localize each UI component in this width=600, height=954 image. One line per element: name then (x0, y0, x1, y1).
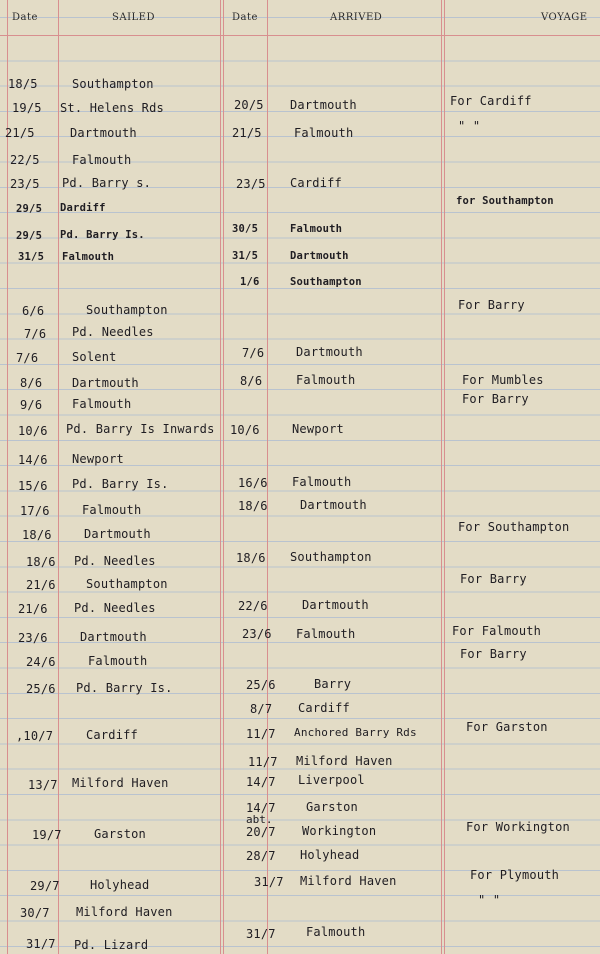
sailed-date: 19/5 (12, 101, 42, 115)
column-rule-arrived-place-2 (444, 0, 445, 954)
header-sailed: SAILED (112, 12, 155, 23)
header-date-sailed: Date (12, 12, 38, 23)
arrived-place: Anchored Barry Rds (294, 726, 417, 739)
sailed-place: Falmouth (82, 503, 142, 517)
arrived-place: Workington (302, 824, 377, 838)
sailed-date: 6/6 (22, 304, 45, 318)
voyage-note: For Barry (460, 647, 527, 661)
arrived-date: 23/5 (236, 177, 266, 191)
arrived-place: Garston (306, 800, 358, 814)
arrived-place: Barry (314, 677, 352, 691)
arrived-place: Dartmouth (302, 598, 369, 612)
arrived-date: 11/7 (246, 727, 276, 741)
column-rule-sailed-place (220, 0, 221, 954)
sailed-place: Falmouth (88, 654, 148, 668)
sailed-place: Pd. Barry Is Inwards (66, 422, 215, 436)
header-date-arrived: Date (232, 12, 258, 23)
arrived-date: 14/7 (246, 801, 276, 815)
sailed-place: Garston (94, 827, 146, 841)
sailed-date: 29/5 (16, 230, 43, 242)
arrived-date-qualifier: abt. (246, 813, 273, 826)
sailed-date: 18/6 (22, 528, 52, 542)
arrived-date: 25/6 (246, 678, 276, 692)
arrived-place: Falmouth (306, 925, 366, 939)
sailed-date: 10/6 (18, 424, 48, 438)
arrived-date: 10/6 (230, 423, 260, 437)
sailed-date: 14/6 (18, 453, 48, 467)
voyage-note: For Plymouth (470, 868, 560, 882)
arrived-date: 1/6 (240, 276, 260, 288)
arrived-place: Liverpool (298, 773, 365, 787)
arrived-place: Falmouth (296, 373, 356, 387)
sailed-place: Dartmouth (80, 630, 147, 644)
arrived-place: Falmouth (294, 126, 354, 140)
voyage-note: For Workington (466, 820, 570, 834)
arrived-date: 8/6 (240, 374, 263, 388)
sailed-place: Falmouth (72, 397, 132, 411)
header-voyage: VOYAGE (541, 12, 588, 23)
sailed-place: Dardiff (60, 202, 106, 214)
voyage-note: " " (458, 119, 481, 133)
sailed-date: 9/6 (20, 398, 43, 412)
sailed-date: 17/6 (20, 504, 50, 518)
voyage-note: for Southampton (456, 195, 554, 207)
arrived-date: 16/6 (238, 476, 268, 490)
voyage-note: For Barry (462, 392, 529, 406)
voyage-note: For Barry (458, 298, 525, 312)
column-rule-sailed-place-2 (223, 0, 224, 954)
arrived-place: Southampton (290, 276, 362, 288)
sailed-date: 21/5 (5, 126, 35, 140)
header-rule (0, 35, 600, 36)
sailed-place: Dartmouth (72, 376, 139, 390)
arrived-date: 8/7 (250, 702, 273, 716)
arrived-place: Cardiff (290, 176, 342, 190)
arrived-place: Dartmouth (290, 250, 349, 262)
sailed-date: 24/6 (26, 655, 56, 669)
arrived-date: 31/7 (254, 875, 284, 889)
sailed-date: 18/6 (26, 555, 56, 569)
sailed-date: 29/7 (30, 879, 60, 893)
sailed-place: Pd. Barry Is. (60, 229, 145, 241)
arrived-date: 31/7 (246, 927, 276, 941)
arrived-place: Falmouth (292, 475, 352, 489)
sailed-date: 23/5 (10, 177, 40, 191)
arrived-date: 7/6 (242, 346, 265, 360)
sailed-date: ,10/7 (16, 729, 54, 743)
column-rule-sailed-date (58, 0, 59, 954)
sailed-date: 15/6 (18, 479, 48, 493)
column-rule-arrived-place (441, 0, 442, 954)
sailed-place: St. Helens Rds (60, 101, 164, 115)
sailed-date: 7/6 (16, 351, 39, 365)
arrived-date: 31/5 (232, 250, 259, 262)
sailed-place: Milford Haven (76, 905, 173, 919)
arrived-date: 20/5 (234, 98, 264, 112)
arrived-place: Holyhead (300, 848, 360, 862)
arrived-place: Dartmouth (290, 98, 357, 112)
voyage-note: " " (478, 893, 501, 907)
sailed-place: Southampton (72, 77, 154, 91)
sailed-date: 21/6 (18, 602, 48, 616)
arrived-place: Milford Haven (296, 754, 393, 768)
arrived-place: Newport (292, 422, 344, 436)
sailed-place: Pd. Needles (74, 554, 156, 568)
voyage-note: For Mumbles (462, 373, 544, 387)
sailed-date: 30/7 (20, 906, 50, 920)
sailed-place: Cardiff (86, 728, 138, 742)
sailed-date: 8/6 (20, 376, 43, 390)
sailed-place: Milford Haven (72, 776, 169, 790)
margin-rule-left (7, 0, 8, 954)
arrived-date: 18/6 (236, 551, 266, 565)
sailed-place: Solent (72, 350, 117, 364)
arrived-place: Cardiff (298, 701, 350, 715)
arrived-place: Falmouth (296, 627, 356, 641)
arrived-place: Dartmouth (296, 345, 363, 359)
sailed-date: 21/6 (26, 578, 56, 592)
arrived-date: 23/6 (242, 627, 272, 641)
sailed-date: 18/5 (8, 77, 38, 91)
header-arrived: ARRIVED (330, 12, 383, 23)
arrived-date: 11/7 (248, 755, 278, 769)
sailed-date: 7/6 (24, 327, 47, 341)
arrived-date: 21/5 (232, 126, 262, 140)
sailed-place: Falmouth (62, 251, 115, 263)
voyage-note: For Barry (460, 572, 527, 586)
arrived-date: 20/7 (246, 825, 276, 839)
arrived-date: 14/7 (246, 775, 276, 789)
arrived-place: Southampton (290, 550, 372, 564)
sailed-date: 22/5 (10, 153, 40, 167)
sailed-place: Newport (72, 452, 124, 466)
arrived-place: Falmouth (290, 223, 343, 235)
sailed-place: Pd. Barry Is. (72, 477, 169, 491)
sailed-date: 23/6 (18, 631, 48, 645)
arrived-date: 28/7 (246, 849, 276, 863)
sailed-place: Dartmouth (84, 527, 151, 541)
sailed-place: Pd. Needles (74, 601, 156, 615)
sailed-place: Dartmouth (70, 126, 137, 140)
sailed-place: Pd. Barry Is. (76, 681, 173, 695)
sailed-date: 13/7 (28, 778, 58, 792)
arrived-place: Milford Haven (300, 874, 397, 888)
voyage-note: For Cardiff (450, 94, 532, 108)
sailed-place: Southampton (86, 303, 168, 317)
arrived-date: 18/6 (238, 499, 268, 513)
sailed-date: 31/5 (18, 251, 45, 263)
sailed-place: Pd. Lizard (74, 938, 149, 952)
voyage-note: For Southampton (458, 520, 570, 534)
sailed-date: 29/5 (16, 203, 43, 215)
sailed-date: 31/7 (26, 937, 56, 951)
voyage-note: For Falmouth (452, 624, 542, 638)
arrived-place: Dartmouth (300, 498, 367, 512)
arrived-date: 22/6 (238, 599, 268, 613)
sailed-place: Falmouth (72, 153, 132, 167)
arrived-date: 30/5 (232, 223, 259, 235)
sailed-place: Pd. Needles (72, 325, 154, 339)
sailed-date: 19/7 (32, 828, 62, 842)
sailed-place: Southampton (86, 577, 168, 591)
voyage-note: For Garston (466, 720, 548, 734)
sailed-place: Holyhead (90, 878, 150, 892)
sailed-place: Pd. Barry s. (62, 176, 152, 190)
sailed-date: 25/6 (26, 682, 56, 696)
